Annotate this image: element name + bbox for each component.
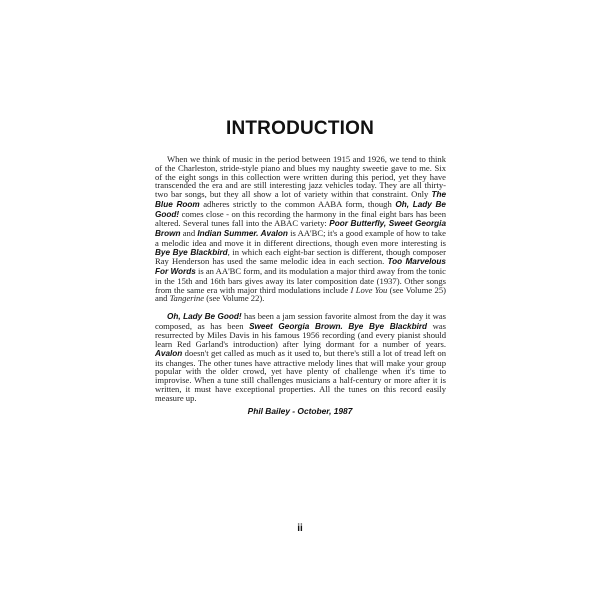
song-title: Oh, Lady Be Good! — [155, 199, 446, 219]
song-title: Avalon — [260, 229, 288, 238]
text-segment: doesn't get called as much as it used to, but there's still a lot of tread left on its changes. The other tunes have attractive melody lines that will make your group popular with the older crowd, yet have plenty of challenge when it's time to improvise. When a tune still challenges musicians a half-century or more after it is written, it must have exceptional properties. All the tunes on this record easily measure up. — [155, 347, 446, 403]
song-title: The Blue Room — [155, 190, 446, 209]
paragraph-1 — [155, 155, 446, 303]
song-title: I Love You — [350, 284, 388, 295]
text-segment: is an AA'BC form, and its modulation a major third away from the tonic in the 15th and 16th bars gives away its later composition date (1937). Other songs from the same era with major third modulations include — [155, 266, 446, 295]
song-title: Bye Bye Blackbird — [348, 321, 428, 331]
text-segment: (see Volume 22). — [204, 293, 265, 304]
text-segment: (see Volume 25) and — [155, 284, 447, 304]
song-title: Poor Butterfly, Sweet Georgia Brown — [155, 219, 446, 238]
song-title: Tangerine — [169, 293, 205, 304]
author-signature: Phil Bailey - October, 1987 — [247, 406, 353, 416]
text-segment: is AA'BC; it's a good example of how to take a melodic idea and move it in different directions, though even more interesting is — [155, 228, 446, 248]
page-number: ii — [297, 523, 303, 534]
paragraph-2 — [155, 312, 446, 403]
text-segment: When we think of music in the period between 1915 and 1926, we tend to think of the Charleston, stride-style piano and blues my naughty sweetie gave to me. Six of the eight songs in this collection were written during this period, yet they have transcended the era and are still interesting jazz vehicles today. They are all thirty-two bar songs, but they all show a lot of variety within that constraint. Only — [155, 154, 446, 199]
text-segment: and — [180, 228, 198, 238]
body-text — [155, 155, 446, 402]
text-segment: has been a jam session favorite almost from the day it was composed, as has been — [155, 310, 446, 331]
song-title: Indian Summer. — [197, 229, 259, 238]
text-segment: adheres strictly to the common AABA form, though — [199, 198, 396, 209]
song-title: Sweet Georgia Brown. — [249, 321, 343, 331]
text-segment: was resurrected by Miles Davis in his famous 1956 recording (and every pianist should learn Red Garland's introduction) after lying dormant for a number of years. — [155, 320, 446, 349]
text-segment: , in which each eight-bar section is different, though composer Ray Henderson has used the same melodic idea in each section. — [155, 246, 446, 267]
song-title: Too Marvelous For Words — [155, 257, 446, 276]
song-title: Oh, Lady Be Good! — [167, 311, 242, 321]
song-title: Bye Bye Blackbird — [155, 247, 228, 257]
page-title: INTRODUCTION — [225, 118, 375, 139]
text-segment: comes close - on this recording the harmony in the final eight bars has been altered. Several tunes fall into the ABAC variety: — [155, 208, 446, 229]
song-title: Avalon — [155, 348, 183, 358]
